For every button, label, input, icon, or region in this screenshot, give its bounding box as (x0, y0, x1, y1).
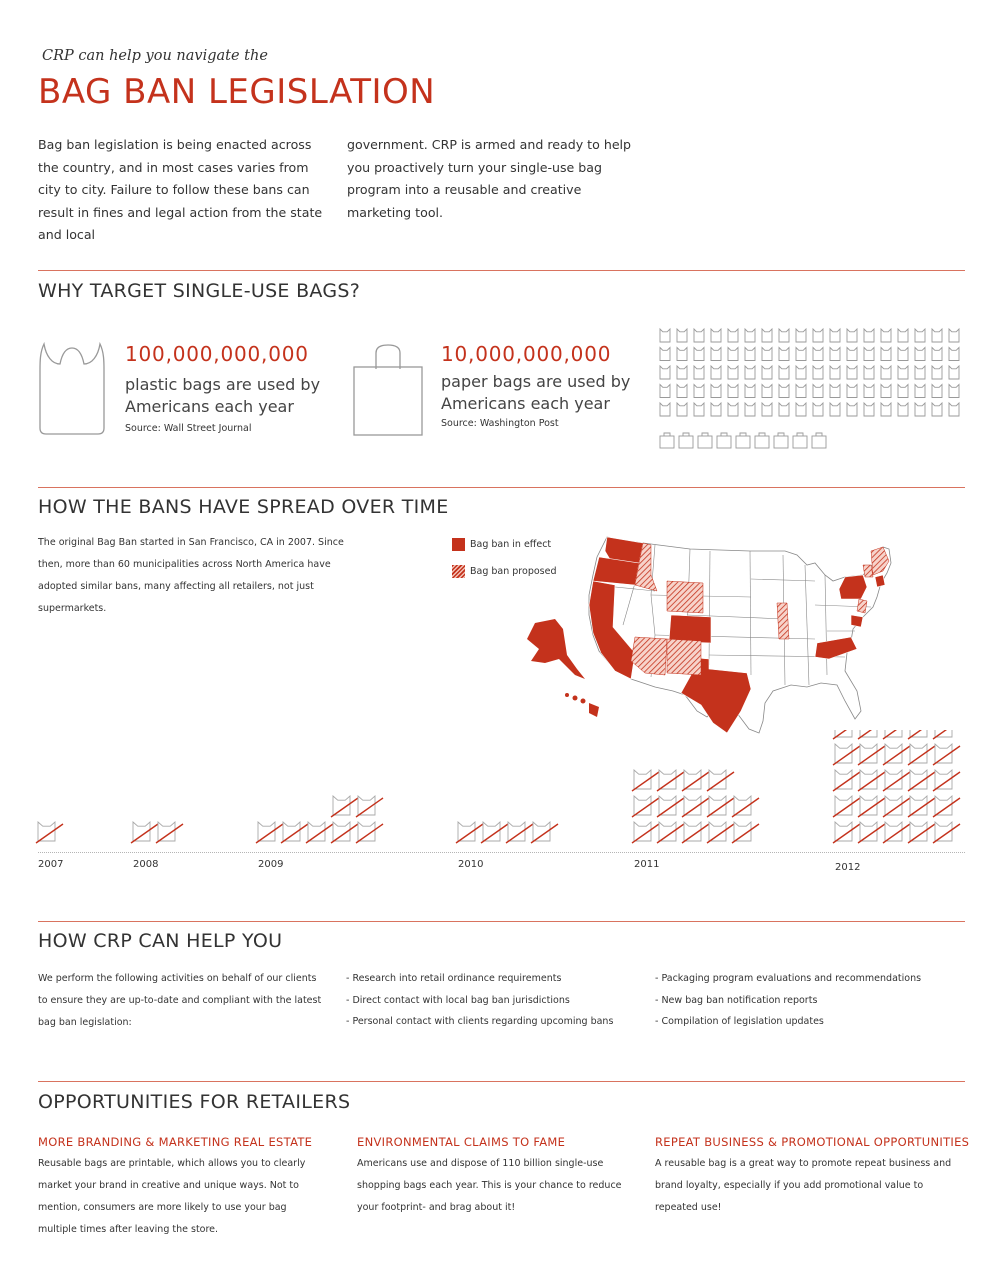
plastic-bag-icon (949, 385, 959, 398)
plastic-bag-description: plastic bags are used by Americans each year (125, 375, 321, 416)
banned-bag-icon (356, 796, 383, 817)
banned-bag-icon (632, 770, 659, 791)
plastic-bag-icon (762, 403, 772, 416)
plastic-bag-icon (779, 348, 789, 361)
plastic-bag-icon (898, 403, 908, 416)
list-item: - New bag ban notification reports (655, 994, 818, 1006)
plastic-bag-icon (813, 329, 823, 342)
plastic-bag-icon (728, 385, 738, 398)
plastic-bag-icon (677, 329, 687, 342)
plastic-bag-icon (694, 403, 704, 416)
plastic-bag-source: Source: Wall Street Journal (125, 423, 252, 434)
banned-bag-icon (707, 796, 734, 817)
plastic-bag-icon (932, 329, 942, 342)
plastic-bag-icon (813, 385, 823, 398)
banned-bag-icon (908, 730, 935, 739)
plastic-bag-icon (762, 366, 772, 379)
opportunity-text-environmental: Americans use and dispose of 110 billion single-use shopping bags each year. This is your chance to reduce your footprint- and brag about it! (357, 1158, 622, 1213)
plastic-bag-icon (915, 403, 925, 416)
plastic-bag-icon (762, 385, 772, 398)
plastic-bag-icon (830, 348, 840, 361)
opportunities-heading: OPPORTUNITIES FOR RETAILERS (38, 1091, 351, 1113)
plastic-bag-icon (898, 366, 908, 379)
list-item: - Direct contact with local bag ban jurisdictions (346, 994, 570, 1006)
plastic-bag-icon (711, 329, 721, 342)
banned-bag-icon (908, 770, 935, 791)
banned-bag-icon (908, 822, 935, 843)
plastic-bag-icon (660, 348, 670, 361)
banned-bag-icon (833, 770, 860, 791)
plastic-bag-icon (949, 348, 959, 361)
plastic-bag-icon (813, 366, 823, 379)
section-divider (38, 1081, 965, 1082)
plastic-bag-icon (949, 329, 959, 342)
plastic-bag-icon (660, 366, 670, 379)
help-heading: HOW CRP CAN HELP YOU (38, 930, 283, 952)
us-map (515, 535, 975, 740)
plastic-bag-icon (796, 403, 806, 416)
banned-bag-icon (306, 822, 333, 843)
plastic-bag-icon (711, 403, 721, 416)
plastic-bag-icon (796, 366, 806, 379)
plastic-bag-icon (864, 366, 874, 379)
plastic-bag-icon (898, 385, 908, 398)
paper-bag-icon (679, 433, 693, 448)
bag-pictograph (658, 327, 968, 452)
paper-bag-icon (736, 433, 750, 448)
banned-bag-icon (933, 730, 960, 739)
legend-proposed-swatch (452, 565, 465, 578)
banned-bag-icon (883, 822, 910, 843)
plastic-bag-icon (898, 348, 908, 361)
banned-bag-icon (707, 770, 734, 791)
plastic-bag-icon (711, 385, 721, 398)
plastic-bag-icon (847, 366, 857, 379)
section-divider (38, 487, 965, 488)
banned-bag-icon (883, 744, 910, 765)
state-new-jersey (857, 599, 867, 613)
plastic-bag-icon (728, 366, 738, 379)
plastic-bag-icon (864, 385, 874, 398)
banned-bag-icon (883, 770, 910, 791)
plastic-bag-icon (813, 348, 823, 361)
banned-bag-icon (131, 822, 158, 843)
intro-column-2: government. CRP is armed and ready to help you proactively turn your single-use bag program into a reusable and creative marketing tool. (347, 137, 632, 220)
banned-bag-icon (933, 822, 960, 843)
banned-bag-icon (883, 796, 910, 817)
timeline-icons (0, 730, 1000, 855)
plastic-bag-icon (864, 329, 874, 342)
plastic-bag-icon (660, 385, 670, 398)
plastic-bag-icon (915, 348, 925, 361)
banned-bag-icon (732, 796, 759, 817)
year-label-2008: 2008 (133, 859, 159, 870)
plastic-bag-icon (762, 348, 772, 361)
banned-bag-icon (281, 822, 308, 843)
plastic-bag-icon (813, 403, 823, 416)
plastic-bag-icon (881, 385, 891, 398)
header-kicker: CRP can help you navigate the (42, 48, 268, 64)
paper-bag-icon (717, 433, 731, 448)
spread-heading: HOW THE BANS HAVE SPREAD OVER TIME (38, 496, 449, 518)
year-label-2009: 2009 (258, 859, 284, 870)
banned-bag-icon (858, 796, 885, 817)
banned-bag-icon (933, 796, 960, 817)
plastic-bag-icon (660, 329, 670, 342)
plastic-bag-icon (660, 403, 670, 416)
banned-bag-icon (331, 796, 358, 817)
page-title: BAG BAN LEGISLATION (38, 72, 436, 112)
banned-bag-icon (481, 822, 508, 843)
opportunity-text-repeat-business: A reusable bag is a great way to promote repeat business and brand loyalty, especially if you add promotional value to repeated use! (655, 1158, 952, 1213)
banned-bag-icon (833, 822, 860, 843)
plastic-bag-icon (847, 329, 857, 342)
paper-bag-icon (698, 433, 712, 448)
banned-bag-icon (833, 730, 860, 739)
plastic-bag-icon (932, 385, 942, 398)
state-massachusetts (875, 575, 885, 587)
banned-bag-icon (732, 822, 759, 843)
state-wyoming (667, 581, 703, 613)
plastic-bag-icon (677, 385, 687, 398)
plastic-bag-icon (728, 329, 738, 342)
paper-bag-icon (660, 433, 674, 448)
plastic-bag-icon (932, 403, 942, 416)
plastic-bag-icon (830, 385, 840, 398)
plastic-bag-icon (779, 403, 789, 416)
banned-bag-icon (682, 822, 709, 843)
plastic-bag-icon (915, 329, 925, 342)
plastic-bag-icon (694, 329, 704, 342)
plastic-bag-icon (881, 348, 891, 361)
plastic-bag-icon (949, 366, 959, 379)
plastic-bag-icon (762, 329, 772, 342)
paper-bag-icon (755, 433, 769, 448)
banned-bag-icon (682, 796, 709, 817)
state-alaska (527, 619, 585, 679)
banned-bag-icon (833, 744, 860, 765)
plastic-bag-icon (847, 403, 857, 416)
banned-bag-icon (156, 822, 183, 843)
paper-bag-description: paper bags are used by Americans each year (441, 372, 631, 413)
help-list-2 (655, 968, 955, 1033)
list-item: - Research into retail ordinance requirements (346, 973, 562, 984)
paper-bag-icon (793, 433, 807, 448)
plastic-bag-icon (796, 348, 806, 361)
opportunity-title-branding: MORE BRANDING & MARKETING REAL ESTATE (38, 1135, 313, 1149)
plastic-bag-icon (745, 403, 755, 416)
paper-bag-icon (352, 343, 424, 437)
banned-bag-icon (858, 770, 885, 791)
plastic-bag-icon (677, 366, 687, 379)
section-divider (38, 270, 965, 271)
plastic-bag-icon (694, 348, 704, 361)
banned-bag-icon (657, 822, 684, 843)
banned-bag-icon (331, 822, 358, 843)
opportunity-title-environmental: ENVIRONMENTAL CLAIMS TO FAME (357, 1135, 566, 1149)
plastic-bag-icon (677, 403, 687, 416)
banned-bag-icon (506, 822, 533, 843)
paper-bag-source: Source: Washington Post (441, 418, 559, 429)
banned-bag-icon (657, 796, 684, 817)
paper-bag-count: 10,000,000,000 (441, 342, 612, 366)
plastic-bag-icon (745, 348, 755, 361)
list-item: - Packaging program evaluations and recommendations (655, 973, 922, 984)
plastic-bag-icon (932, 348, 942, 361)
plastic-bag-icon (881, 403, 891, 416)
list-item: - Personal contact with clients regarding upcoming bans (346, 1016, 614, 1028)
why-heading: WHY TARGET SINGLE-USE BAGS? (38, 280, 361, 302)
banned-bag-icon (531, 822, 558, 843)
plastic-bag-icon (38, 340, 106, 436)
section-divider (38, 921, 965, 922)
plastic-bag-icon (728, 403, 738, 416)
plastic-bag-icon (728, 348, 738, 361)
banned-bag-icon (707, 822, 734, 843)
banned-bag-icon (858, 744, 885, 765)
plastic-bag-count: 100,000,000,000 (125, 342, 309, 366)
banned-bag-icon (657, 770, 684, 791)
state-vermont (863, 565, 873, 577)
legend-effect-label: Bag ban in effect (470, 539, 552, 550)
banned-bag-icon (933, 744, 960, 765)
plastic-bag-icon (847, 348, 857, 361)
help-list-1 (346, 968, 636, 1033)
plastic-bag-icon (830, 366, 840, 379)
banned-bag-icon (858, 730, 885, 739)
plastic-bag-icon (745, 329, 755, 342)
plastic-bag-icon (881, 366, 891, 379)
intro-column-1: Bag ban legislation is being enacted across the country, and in most cases varies from city to city. Failure to follow these bans can result in fines and legal action from the state and local (38, 137, 323, 242)
state-illinois (777, 603, 789, 639)
bag-pictograph-svg (658, 327, 968, 452)
state-hawaii (565, 693, 599, 717)
state-colorado (669, 615, 711, 643)
banned-bag-icon (36, 822, 63, 843)
banned-bag-icon (682, 770, 709, 791)
year-label-2007: 2007 (38, 859, 64, 870)
opportunity-text-branding: Reusable bags are printable, which allows you to clearly market your brand in creative and unique ways. Not to mention, consumers are more likely to use your bag multiple times after leaving the store. (38, 1158, 306, 1235)
plastic-bag-icon (711, 348, 721, 361)
banned-bag-icon (883, 730, 910, 739)
plastic-bag-icon (881, 329, 891, 342)
plastic-bag-icon (949, 403, 959, 416)
plastic-bag-icon (711, 366, 721, 379)
plastic-bag-icon (779, 385, 789, 398)
plastic-bag-icon (915, 385, 925, 398)
spread-description: The original Bag Ban started in San Francisco, CA in 2007. Since then, more than 60 municipalities across North America have adopted similar bans, many affecting all retailers, not just supermarkets. (38, 537, 344, 614)
banned-bag-icon (456, 822, 483, 843)
plastic-bag-icon (694, 366, 704, 379)
banned-bag-icon (632, 796, 659, 817)
plastic-bag-icon (864, 348, 874, 361)
banned-bag-icon (356, 822, 383, 843)
plastic-bag-icon (779, 366, 789, 379)
plastic-bag-icon (779, 329, 789, 342)
banned-bag-icon (933, 770, 960, 791)
help-description: We perform the following activities on behalf of our clients to ensure they are up-to-date and compliant with the latest bag ban legislation: (38, 973, 322, 1028)
year-label-2010: 2010 (458, 859, 484, 870)
plastic-bag-icon (932, 366, 942, 379)
plastic-bag-icon (796, 385, 806, 398)
year-label-2011: 2011 (634, 859, 660, 870)
list-item: - Compilation of legislation updates (655, 1016, 824, 1028)
plastic-bag-icon (898, 329, 908, 342)
state-new-mexico (667, 639, 701, 675)
banned-bag-icon (833, 796, 860, 817)
paper-bag-icon (812, 433, 826, 448)
paper-bag-icon (774, 433, 788, 448)
plastic-bag-icon (864, 403, 874, 416)
plastic-bag-icon (847, 385, 857, 398)
banned-bag-icon (858, 822, 885, 843)
banned-bag-icon (908, 796, 935, 817)
plastic-bag-icon (830, 403, 840, 416)
plastic-bag-icon (745, 385, 755, 398)
plastic-bag-icon (915, 366, 925, 379)
plastic-bag-icon (830, 329, 840, 342)
year-label-2012: 2012 (835, 862, 861, 873)
banned-bag-icon (632, 822, 659, 843)
banned-bag-icon (256, 822, 283, 843)
plastic-bag-icon (796, 329, 806, 342)
opportunity-title-repeat-business: REPEAT BUSINESS & PROMOTIONAL OPPORTUNITIES (655, 1135, 970, 1149)
plastic-bag-icon (694, 385, 704, 398)
plastic-bag-icon (745, 366, 755, 379)
banned-bag-icon (908, 744, 935, 765)
legend-proposed-label: Bag ban proposed (470, 566, 557, 577)
legend-effect-swatch (452, 538, 465, 551)
plastic-bag-icon (677, 348, 687, 361)
state-maryland (851, 615, 863, 627)
